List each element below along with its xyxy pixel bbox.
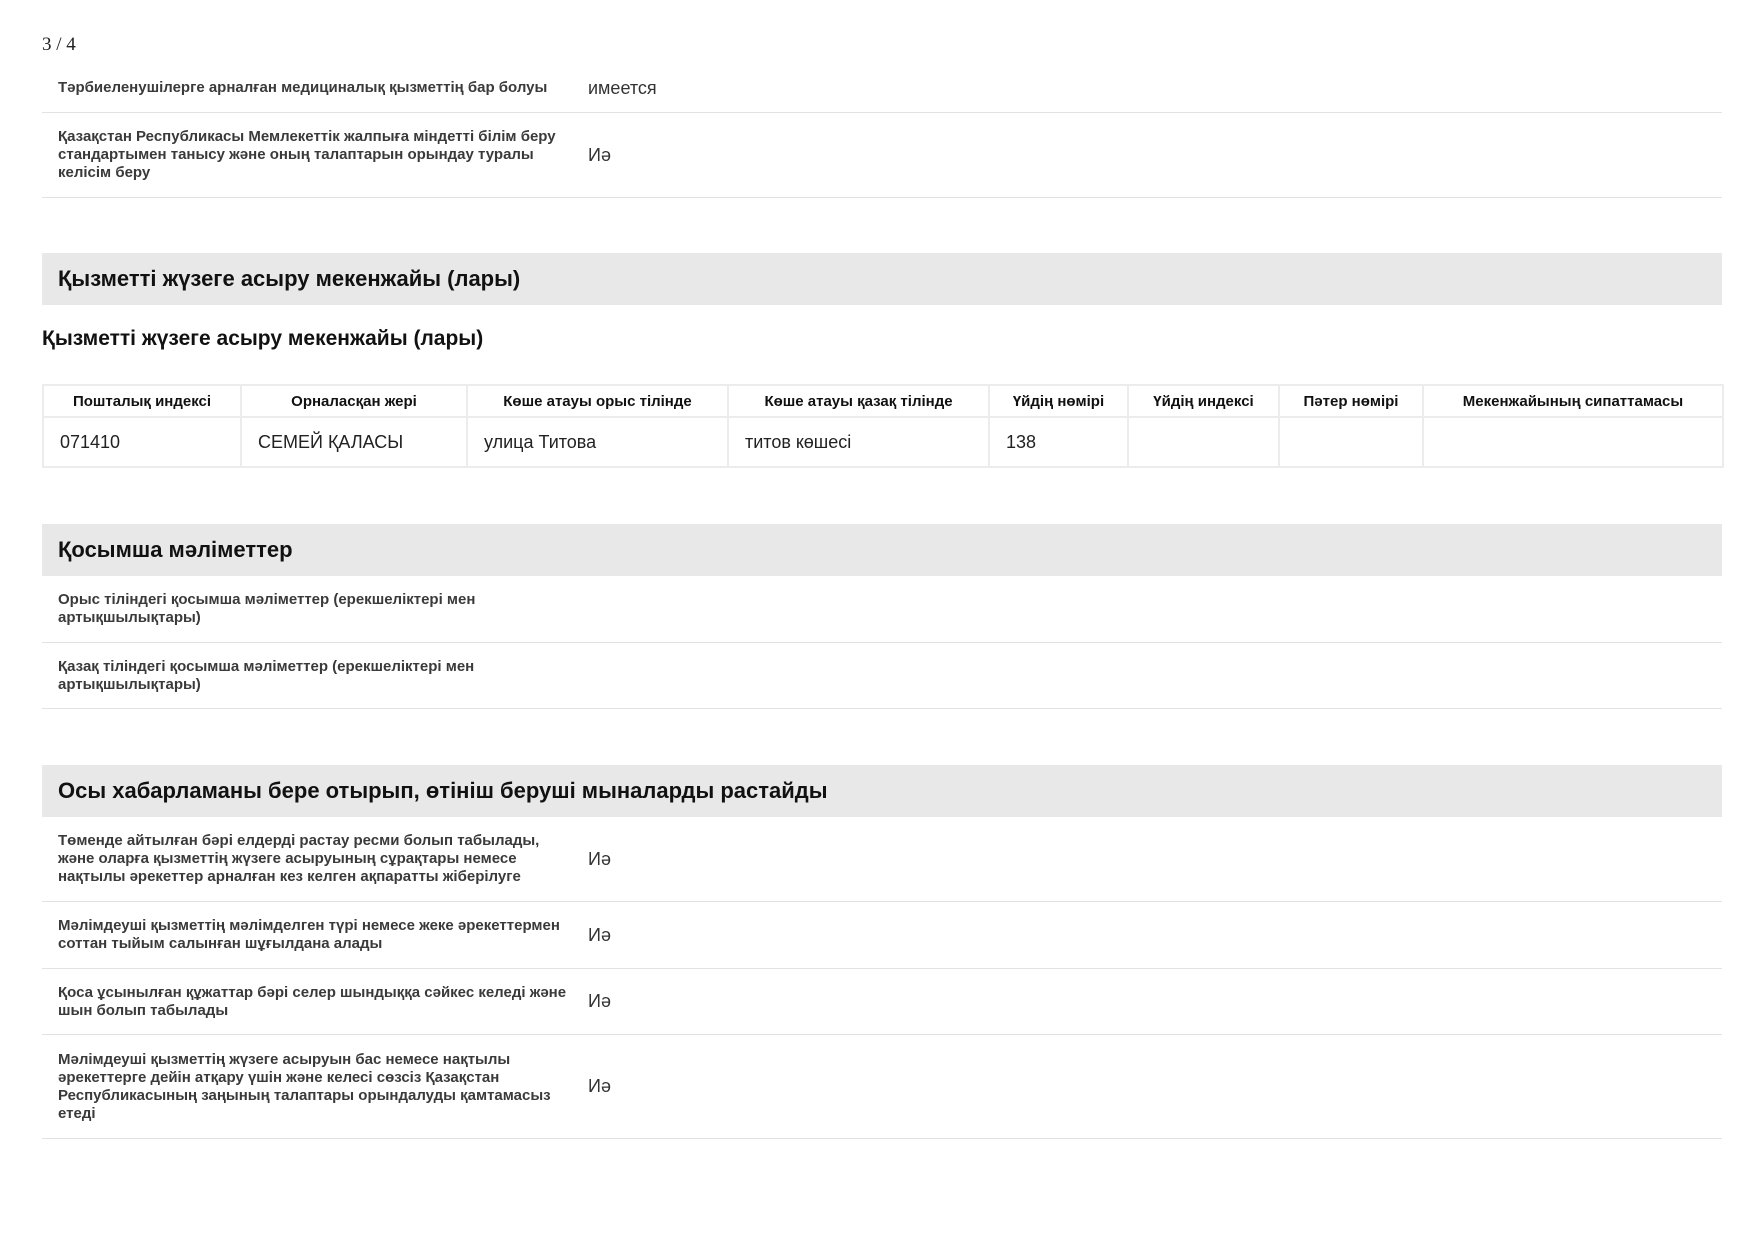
column-header-street-ru: Көше атауы орыс тілінде [467, 385, 728, 417]
kv-label: Мәлімдеуші қызметтің мәлімделген түрі немесе жеке әрекеттермен соттан тыйым салынған шұғылдана алады [58, 917, 560, 952]
document-content [42, 64, 1722, 1139]
address-subtitle: Қызметті жүзеге асыру мекенжайы (лары) [42, 327, 484, 350]
column-header-postal-index: Пошталық индексі [43, 385, 241, 417]
address-table-header-row [43, 385, 1723, 417]
cell-postal-index: 071410 [43, 417, 241, 467]
section-header-address: Қызметті жүзеге асыру мекенжайы (лары) [42, 253, 1722, 305]
column-header-address-description: Мекенжайының сипаттамасы [1423, 385, 1723, 417]
kv-row-medical-service [42, 64, 1722, 113]
kv-value: Иә [588, 848, 611, 869]
kv-label: Төменде айтылған бәрі елдерді растау ресми болып табылады, және оларға қызметтің жүзеге асыруының сұрақтары немесе нақтылы әрекеттер арналған кез келген ақпаратты жіберілуге [58, 832, 540, 885]
column-header-apartment-number: Пәтер нөмірі [1279, 385, 1423, 417]
kv-label: Қазақстан Республикасы Мемлекеттік жалпыға міндетті білім беру стандартымен танысу және оның талаптарын орындау туралы келісім беру [58, 128, 556, 181]
kv-label: Қоса ұсынылған құжаттар бәрі селер шындыққа сәйкес келеді және шын болып табылады [58, 983, 567, 1019]
cell-apartment-number [1279, 417, 1423, 467]
kv-label: Тәрбиеленушілерге арналған медициналық қызметтің бар болуы [58, 79, 548, 96]
kv-row-additional-kz [42, 643, 1722, 709]
column-header-house-index: Үйдің индексі [1128, 385, 1279, 417]
kv-label: Қазақ тіліндегі қосымша мәліметтер (ерекшеліктері мен артықшылықтары) [58, 657, 475, 693]
cell-address-description [1423, 417, 1723, 467]
cell-house-number: 138 [989, 417, 1128, 467]
cell-street-kz: титов көшесі [728, 417, 989, 467]
column-header-house-number: Үйдің нөмірі [989, 385, 1128, 417]
section-header-confirmation: Осы хабарламаны бере отырып, өтініш беруші мыналарды растайды [42, 765, 1722, 817]
kv-row-standard-consent [42, 113, 1722, 198]
kv-value: Иә [588, 1076, 611, 1096]
kv-value: имеется [588, 77, 657, 98]
address-table [42, 384, 1724, 468]
kv-value: Иә [588, 991, 611, 1011]
cell-street-ru: улица Титова [467, 417, 728, 467]
column-header-location: Орналасқан жері [241, 385, 467, 417]
table-row [43, 417, 1723, 467]
kv-value: Иә [588, 924, 611, 945]
cell-location: СЕМЕЙ ҚАЛАСЫ [241, 417, 467, 467]
column-header-street-kz: Көше атауы қазақ тілінде [728, 385, 989, 417]
section-header-additional: Қосымша мәліметтер [42, 524, 1722, 576]
kv-row-confirm-2 [42, 902, 1722, 969]
kv-row-confirm-4 [42, 1035, 1722, 1139]
page-number: 3 / 4 [42, 34, 76, 55]
kv-label: Мәлімдеуші қызметтің жүзеге асыруын бас немесе нақтылы әрекеттерге дейін атқару үшін және келесі сөзсіз Қазақстан Республикасының заңының талаптары орындалуды қамтамасыз етеді [58, 1050, 551, 1122]
cell-house-index [1128, 417, 1279, 467]
kv-label: Орыс тіліндегі қосымша мәліметтер (ерекшеліктері мен артықшылықтары) [58, 591, 476, 626]
kv-row-confirm-3 [42, 969, 1722, 1035]
kv-row-confirm-1 [42, 817, 1722, 902]
kv-row-additional-ru [42, 576, 1722, 643]
kv-value: Иә [588, 144, 611, 165]
